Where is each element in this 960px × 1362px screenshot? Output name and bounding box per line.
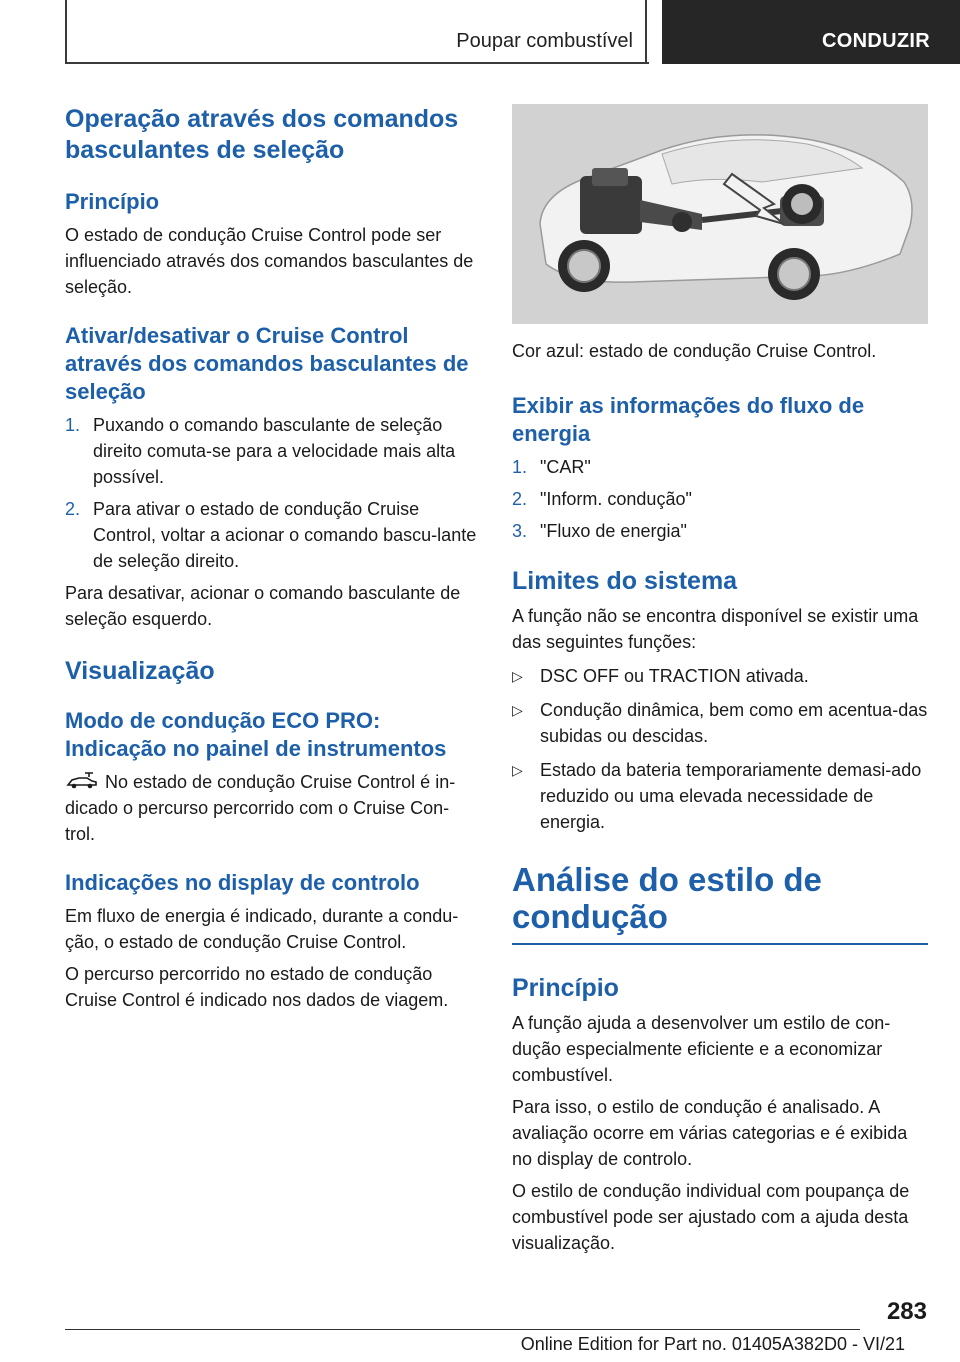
header-chapter-title: CONDUZIR bbox=[822, 30, 930, 52]
header-chapter-tab bbox=[662, 0, 960, 64]
list-item bbox=[65, 412, 479, 490]
right-column bbox=[512, 104, 928, 1256]
list-number: 2. bbox=[512, 489, 528, 509]
cruise-car-icon bbox=[65, 772, 99, 790]
heading-indicacoes: Indicações no display de controlo bbox=[65, 870, 420, 895]
list-text: Estado da bateria temporariamente demasi-ado reduzido ou uma elevada necessidade de energia. bbox=[540, 760, 922, 832]
bullet-triangle-icon: ▷ bbox=[512, 702, 523, 718]
list-number: 1. bbox=[512, 457, 528, 477]
steps-list-exibir bbox=[512, 454, 928, 544]
footer-edition: Online Edition for Part no. 01405A382D0 - VI/21 bbox=[520, 1334, 905, 1354]
footer-rule bbox=[65, 1329, 860, 1330]
heading-operacao: Operação através dos comandos basculantes de seleção bbox=[65, 105, 459, 164]
steps-list-ativar bbox=[65, 412, 479, 574]
heading-ativar: Ativar/desativar o Cruise Control através dos comandos basculantes de seleção bbox=[65, 323, 469, 404]
paragraph-modo-text: No estado de condução Cruise Control é in-dicado o percurso percorrido com o Cruise Con-trol. bbox=[65, 772, 456, 844]
header-bottom-rule bbox=[65, 62, 649, 64]
list-item bbox=[512, 757, 928, 835]
heading-modo-eco-pro: Modo de condução ECO PRO: Indicação no painel de instrumentos bbox=[65, 708, 447, 761]
paragraph-analise-3: O estilo de condução individual com poupança de combustível pode ser ajustado com a ajuda desta visualização. bbox=[512, 1181, 910, 1253]
list-text: "Inform. condução" bbox=[540, 489, 692, 509]
list-number: 1. bbox=[65, 415, 81, 435]
list-item bbox=[512, 663, 928, 689]
paragraph-modo bbox=[65, 769, 479, 847]
heading-principio-right: Princípio bbox=[512, 974, 619, 1002]
header-section-title: Poupar combustível bbox=[456, 30, 633, 52]
heading-analise: Análise do estilo de condução bbox=[512, 861, 928, 945]
paragraph-indicacoes-1: Em fluxo de energia é indicado, durante a condu-ção, o estado de condução Cruise Control. bbox=[65, 906, 459, 952]
bullet-triangle-icon: ▷ bbox=[512, 762, 523, 778]
paragraph-analise-2: Para isso, o estilo de condução é analisado. A avaliação ocorre em várias categorias e é exibida no display de controlo. bbox=[512, 1097, 908, 1169]
car-illustration bbox=[512, 104, 928, 324]
paragraph-limites: A função não se encontra disponível se existir uma das seguintes funções: bbox=[512, 606, 919, 652]
list-item bbox=[512, 454, 928, 480]
list-text: "CAR" bbox=[540, 457, 591, 477]
heading-principio-left: Princípio bbox=[65, 189, 160, 214]
list-item bbox=[512, 518, 928, 544]
list-item bbox=[512, 486, 928, 512]
list-text: Para ativar o estado de condução Cruise Control, voltar a acionar o comando bascu-lante de seleção direito. bbox=[93, 499, 477, 571]
car-energy-flow-image bbox=[512, 104, 928, 324]
bullet-list-limites bbox=[512, 663, 928, 835]
image-caption: Cor azul: estado de condução Cruise Control. bbox=[512, 341, 877, 361]
page-number: 283 bbox=[886, 1298, 927, 1325]
paragraph-analise-1: A função ajuda a desenvolver um estilo de con-dução especialmente eficiente e a economizar combustível. bbox=[512, 1013, 891, 1085]
list-item bbox=[512, 697, 928, 749]
list-number: 3. bbox=[512, 521, 528, 541]
paragraph-indicacoes-2: O percurso percorrido no estado de condução Cruise Control é indicado nos dados de viagem. bbox=[65, 964, 449, 1010]
heading-limites: Limites do sistema bbox=[512, 567, 738, 595]
list-text: "Fluxo de energia" bbox=[540, 521, 687, 541]
heading-visualizacao: Visualização bbox=[65, 657, 215, 685]
paragraph-principio: O estado de condução Cruise Control pode ser influenciado através dos comandos basculantes de seleção. bbox=[65, 225, 474, 297]
list-item bbox=[65, 496, 479, 574]
header-section-tab bbox=[67, 0, 647, 62]
list-text: Condução dinâmica, bem como em acentua-das subidas ou descidas. bbox=[540, 700, 928, 746]
paragraph-desativar: Para desativar, acionar o comando basculante de seleção esquerdo. bbox=[65, 583, 461, 629]
list-text: Puxando o comando basculante de seleção direito comuta-se para a velocidade mais alta possível. bbox=[93, 415, 456, 487]
list-number: 2. bbox=[65, 499, 81, 519]
left-column bbox=[65, 104, 479, 1013]
list-text: DSC OFF ou TRACTION ativada. bbox=[540, 666, 809, 686]
bullet-triangle-icon: ▷ bbox=[512, 668, 523, 684]
heading-exibir: Exibir as informações do fluxo de energia bbox=[512, 393, 865, 446]
